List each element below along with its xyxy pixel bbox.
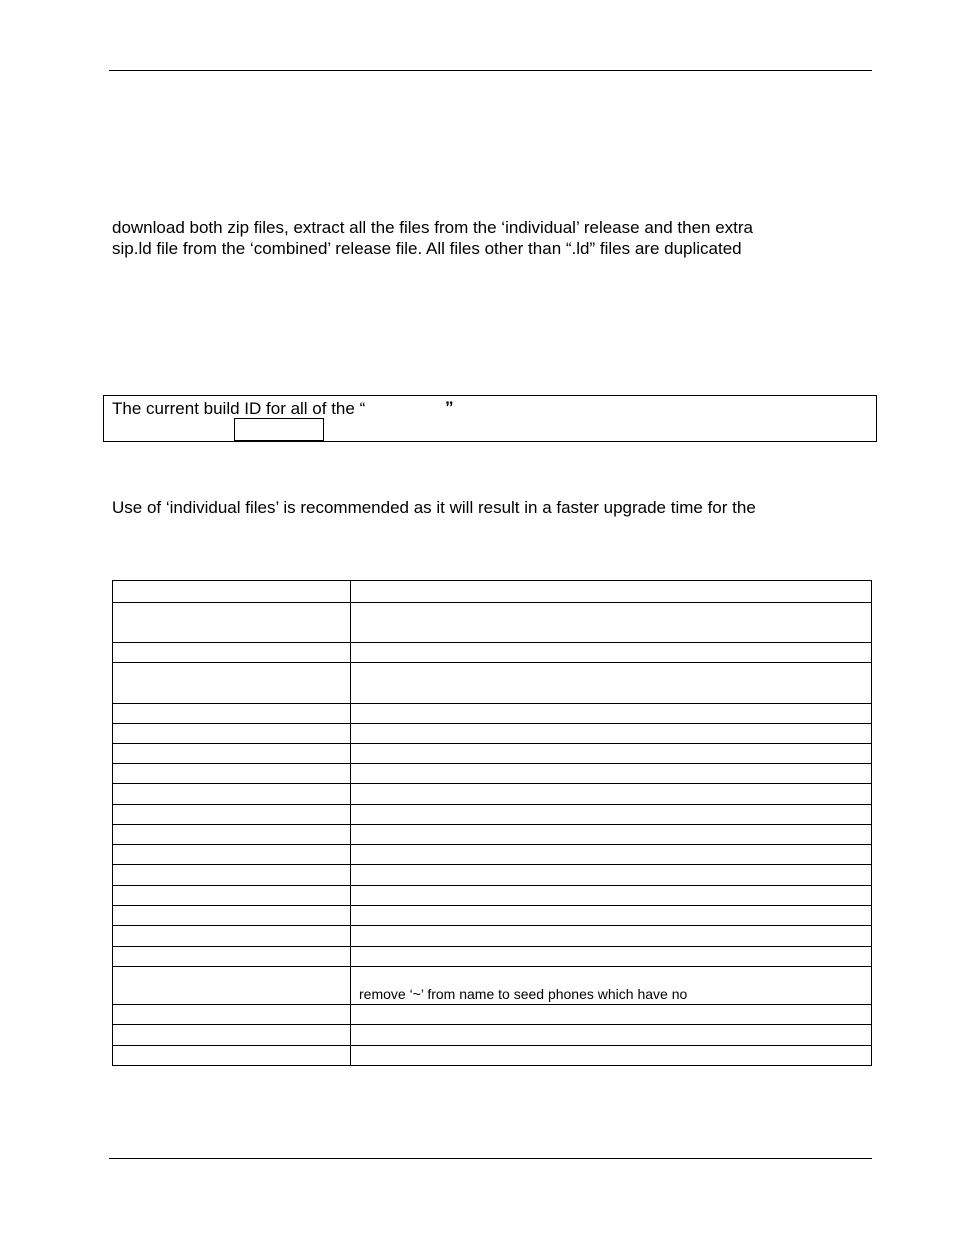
table-row	[113, 724, 872, 744]
table-row	[113, 581, 872, 603]
file-name-cell	[113, 967, 351, 1005]
file-name-cell	[113, 764, 351, 784]
table-row	[113, 926, 872, 947]
file-description-cell	[351, 865, 872, 886]
file-description-cell	[351, 784, 872, 805]
table-row	[113, 603, 872, 643]
build-id-note-text: The current build ID for all of the “	[112, 399, 366, 418]
file-description-cell	[351, 926, 872, 947]
file-name-cell	[113, 724, 351, 744]
table-row	[113, 906, 872, 926]
file-description-cell	[351, 1046, 872, 1066]
file-description-cell	[351, 643, 872, 663]
release-files-table-body	[113, 581, 872, 1066]
file-name-cell	[113, 1005, 351, 1025]
file-name-cell	[113, 581, 351, 603]
file-description-cell	[351, 603, 872, 643]
file-description-cell	[351, 764, 872, 784]
file-name-cell	[113, 603, 351, 643]
table-row	[113, 865, 872, 886]
file-description-cell	[351, 906, 872, 926]
file-description-cell	[351, 724, 872, 744]
file-description-cell: remove ‘~’ from name to seed phones which have no	[351, 967, 872, 1005]
file-name-cell	[113, 825, 351, 845]
file-name-cell	[113, 805, 351, 825]
file-description-cell	[351, 825, 872, 845]
table-row	[113, 967, 872, 1005]
table-row	[113, 744, 872, 764]
header-rule	[109, 70, 872, 71]
table-row	[113, 704, 872, 724]
table-row	[113, 947, 872, 967]
file-name-cell	[113, 704, 351, 724]
file-name-cell	[113, 845, 351, 865]
table-row	[113, 663, 872, 704]
file-description-cell	[351, 947, 872, 967]
file-name-cell	[113, 886, 351, 906]
recommendation-paragraph: Use of ‘individual files’ is recommended as it will result in a faster upgrade time for the	[112, 498, 756, 517]
table-row	[113, 825, 872, 845]
table-row	[113, 886, 872, 906]
file-description-cell	[351, 805, 872, 825]
table-row	[113, 784, 872, 805]
file-description-cell	[351, 744, 872, 764]
file-name-cell	[113, 643, 351, 663]
release-files-table	[112, 580, 872, 1066]
build-id-field	[234, 418, 324, 441]
file-description-cell	[351, 1025, 872, 1046]
file-description-cell	[351, 1005, 872, 1025]
file-name-cell	[113, 1025, 351, 1046]
table-row	[113, 805, 872, 825]
paragraph-line: sip.ld file from the ‘combined’ release file. All files other than “.ld” files are duplicated	[112, 239, 742, 258]
build-id-note-box	[103, 395, 877, 442]
file-description-cell	[351, 845, 872, 865]
table-row	[113, 643, 872, 663]
table-row	[113, 1046, 872, 1066]
paragraph-line: download both zip files, extract all the files from the ‘individual’ release and then extra	[112, 218, 754, 237]
file-name-cell	[113, 926, 351, 947]
file-name-cell	[113, 1046, 351, 1066]
table-row	[113, 1025, 872, 1046]
footer-rule	[109, 1158, 872, 1159]
file-name-cell	[113, 663, 351, 704]
file-description-cell	[351, 886, 872, 906]
build-id-close-quote: ”	[445, 398, 454, 417]
file-name-cell	[113, 906, 351, 926]
file-name-cell	[113, 947, 351, 967]
file-name-cell	[113, 865, 351, 886]
download-instructions-paragraph	[112, 217, 753, 259]
file-description-cell	[351, 663, 872, 704]
table-row	[113, 845, 872, 865]
file-name-cell	[113, 744, 351, 764]
file-description-cell	[351, 704, 872, 724]
file-name-cell	[113, 784, 351, 805]
file-description-cell	[351, 581, 872, 603]
table-row	[113, 764, 872, 784]
table-row	[113, 1005, 872, 1025]
